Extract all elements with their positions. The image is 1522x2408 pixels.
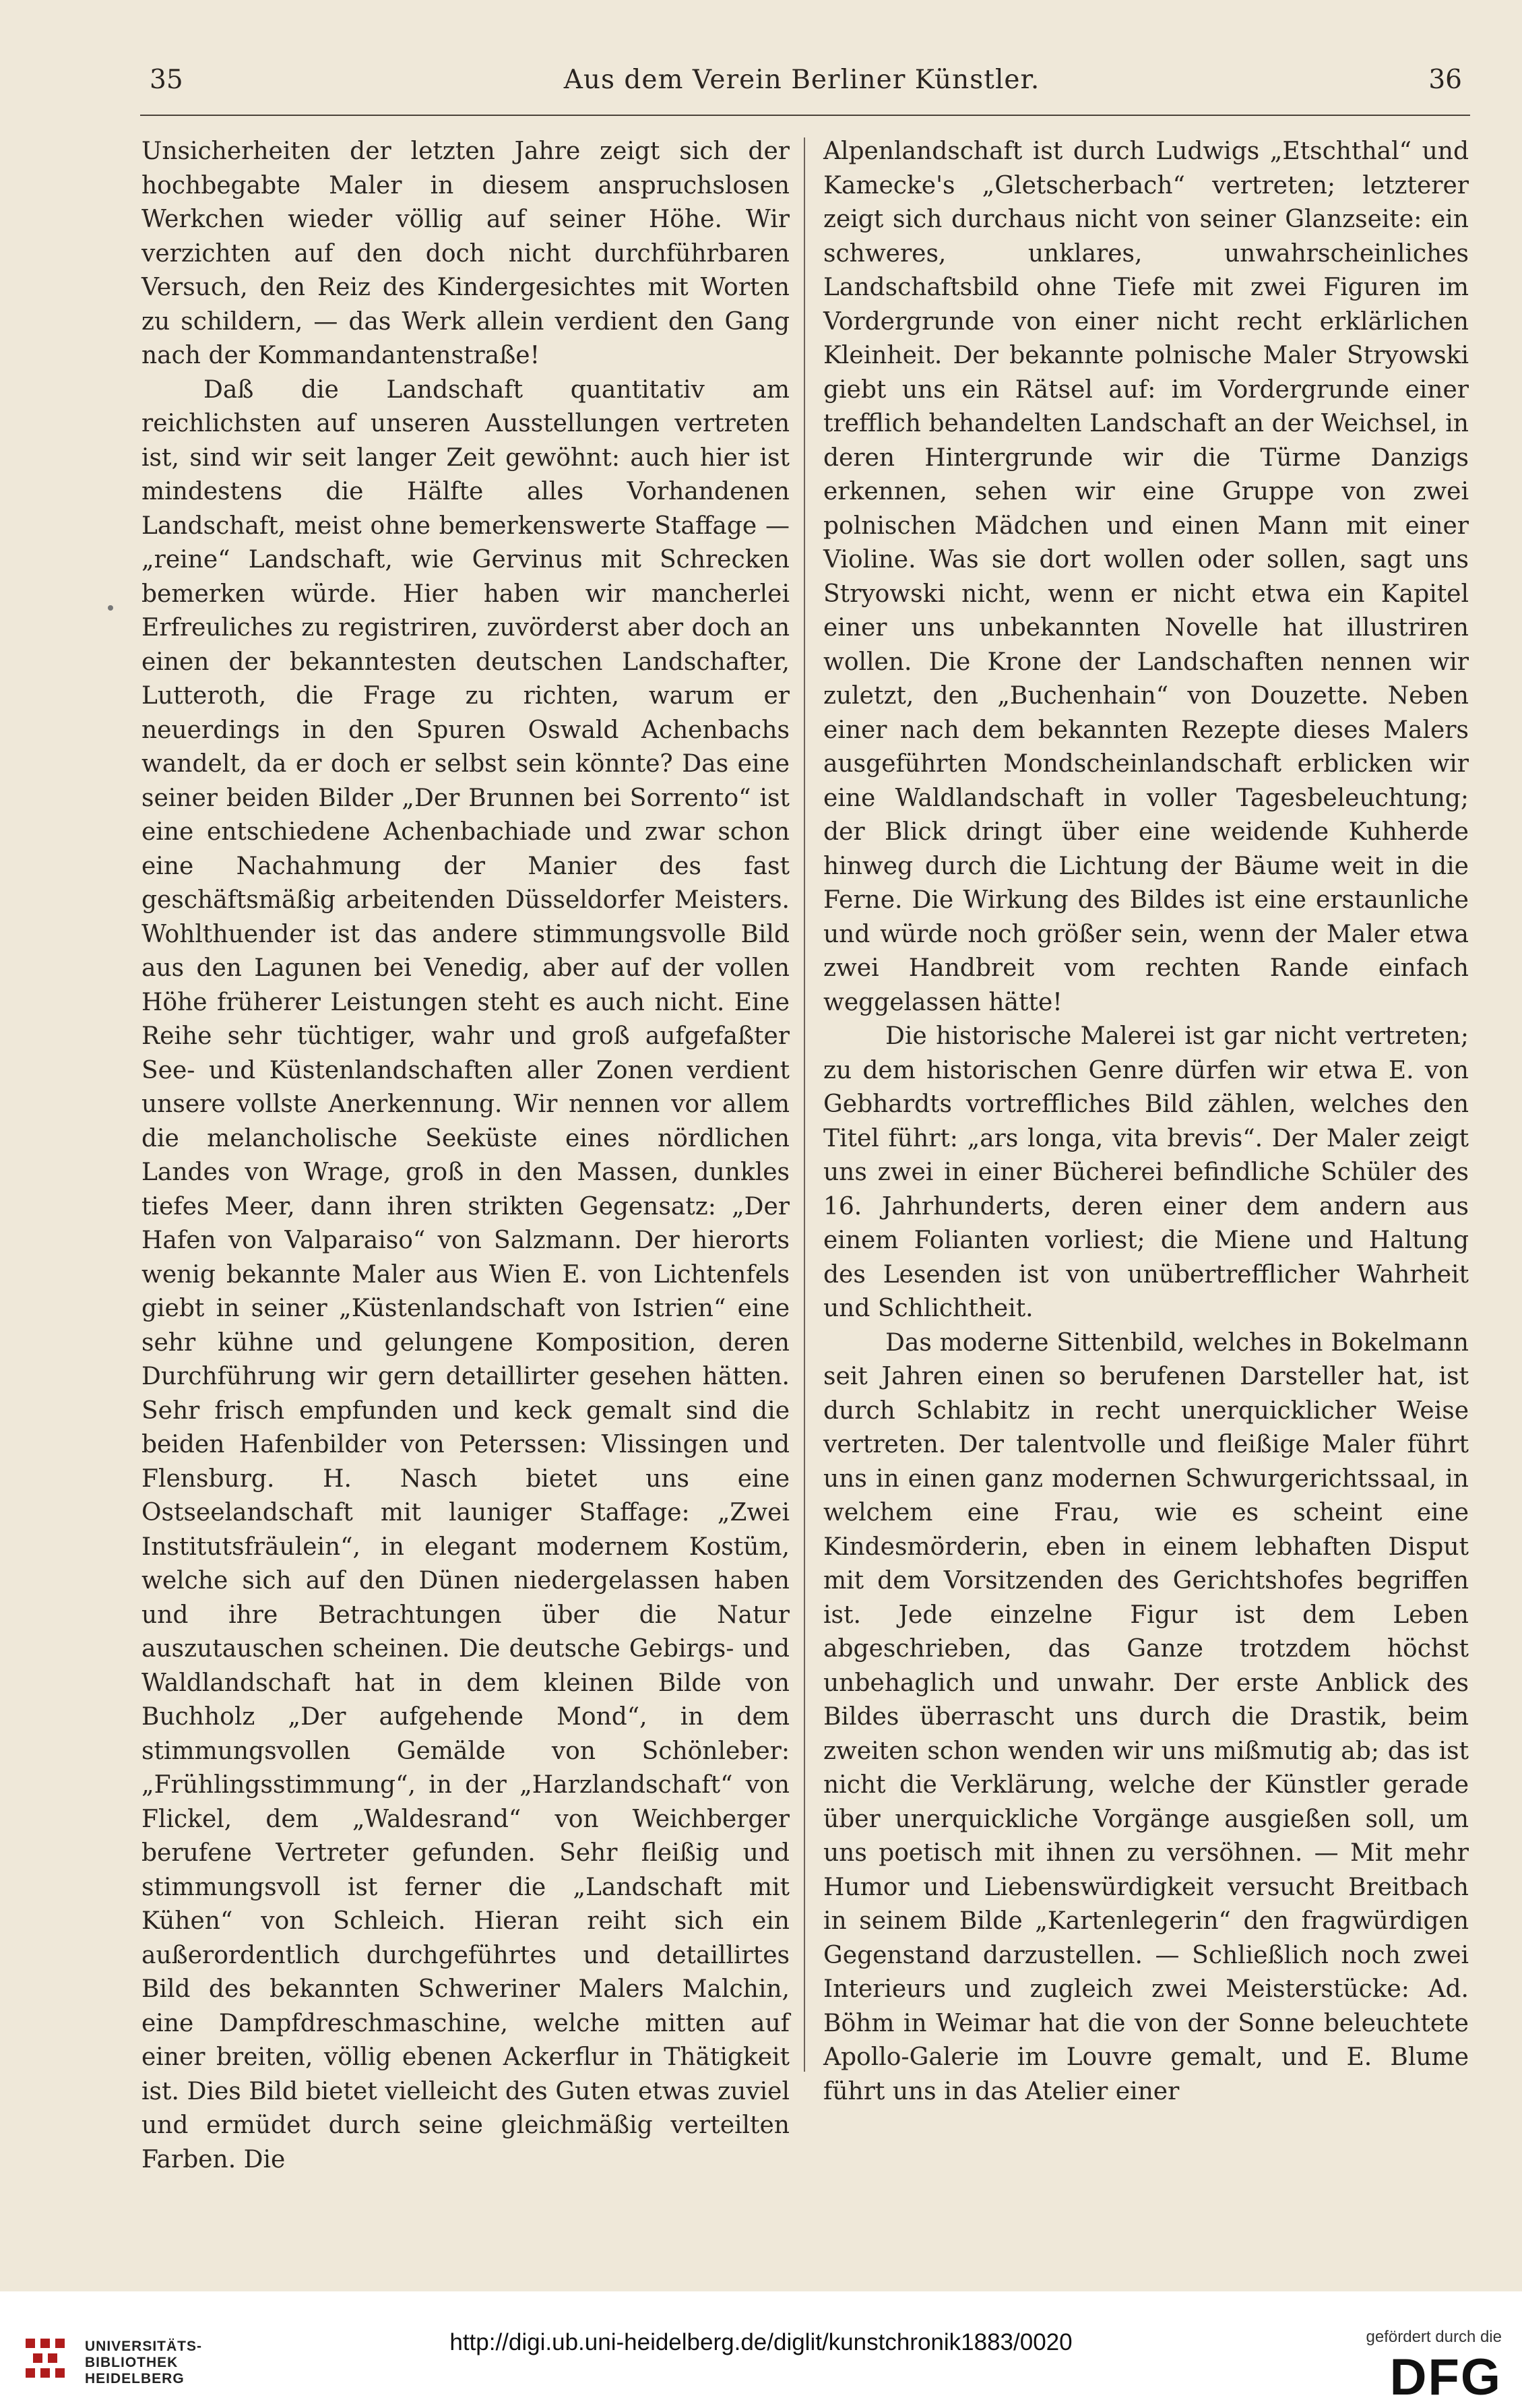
running-title: Aus dem Verein Berliner Künstler. (563, 65, 1040, 95)
page-number-left: 35 (150, 65, 183, 95)
dfg-logo: DFG (1389, 2349, 1502, 2406)
right-paragraph-1: Alpenlandschaft ist durch Ludwigs „Etschthal“ und Kamecke's „Gletscherbach“ vertreten; letzterer zeigt sich durchaus nicht von seiner Glanzseite: ein schweres, unklares, unwahrscheinliches Landschaftsbild ohne Tiefe mit zwei Figuren im Vordergrunde von einer nicht recht erklärlichen Kleinheit. Der bekannte polnische Maler Stryowski giebt uns ein Rätsel auf: im Vordergrunde einer trefflich behandelten Landschaft an der Weichsel, in deren Hintergrunde wir die Türme Danzigs erkennen, sehen wir eine Gruppe von zwei polnischen Mädchen und einen Mann mit einer Violine. Was sie dort wollen oder sollen, sagt uns Stryowski nicht, wenn er nicht etwa ein Kapitel einer uns unbekannten Novelle hat illustriren wollen. Die Krone der Landschaften nennen wir zuletzt, den „Buchenhain“ von Douzette. Neben einer nach dem bekannten Rezepte dieses Malers ausgeführten Mondscheinlandschaft erblicken wir eine Waldlandschaft in voller Tagesbeleuchtung; der Blick dringt über eine weidende Kuhherde hinweg durch die Lichtung der Bäume weit in die Ferne. Die Wirkung des Bildes ist eine erstaunliche und würde noch größer sein, wenn der Maler etwa zwei Handbreit vom rechten Rande einfach weggelassen hätte! (823, 137, 1469, 1016)
paper-speck (108, 605, 113, 611)
library-name-line-1: UNIVERSITÄTS- (85, 2339, 203, 2354)
right-paragraph-2: Die historische Malerei ist gar nicht vertreten; zu dem historischen Genre dürfen wir etwa E. von Gebhardts vortreffliches Bild zählen, welches den Titel führt: „ars longa, vita brevis“. Der Maler zeigt uns zwei in einer Bücherei befindliche Schüler des 16. Jahrhunderts, deren einer dem andern aus einem Folianten vorliest; die Miene und Haltung des Lesenden ist von unübertrefflicher Wahrheit und Schlichtheit. (823, 1022, 1469, 1322)
funding-note: gefördert durch die (1366, 2328, 1502, 2346)
left-column (141, 135, 790, 2177)
header-rule (140, 115, 1470, 116)
right-column (823, 135, 1469, 2109)
permalink-url[interactable]: http://digi.ub.uni-heidelberg.de/diglit/kunstchronik1883/0020 (449, 2329, 1073, 2355)
column-divider (804, 137, 805, 2072)
page-number-right: 36 (1428, 65, 1462, 95)
left-paragraph-1: Unsicherheiten der letzten Jahre zeigt sich der hochbegabte Maler in diesem anspruchslosen Werkchen wieder völlig auf seiner Höhe. Wir verzichten auf den doch nicht durchführbaren Versuch, den Reiz des Kindergesichtes mit Worten zu schildern, — das Werk allein verdient den Gang nach der Kommandantenstraße! (141, 137, 790, 369)
library-name-line-2: BIBLIOTHEK (85, 2355, 179, 2370)
library-name-line-3: HEIDELBERG (85, 2371, 185, 2386)
viewer-footer (0, 2291, 1522, 2408)
page-header (135, 65, 1469, 105)
left-paragraph-2: Daß die Landschaft quantitativ am reichlichsten auf unseren Ausstellungen vertreten ist, sind wir seit langer Zeit gewöhnt: auch hier ist mindestens die Hälfte alles Vorhandenen Landschaft, meist ohne bemerkenswerte Staffage — „reine“ Landschaft, wie Gervinus mit Schrecken bemerken würde. Hier haben wir mancherlei Erfreuliches zu registriren, zuvörderst aber doch an einen der bekanntesten deutschen Landschafter, Lutteroth, die Frage zu richten, warum er neuerdings in den Spuren Oswald Achenbachs wandelt, da er doch er selbst sein könnte? Das eine seiner beiden Bilder „Der Brunnen bei Sorrento“ ist eine entschiedene Achenbachiade und zwar schon eine Nachahmung der Manier des fast geschäftsmäßig arbeitenden Düsseldorfer Meisters. Wohlthuender ist das andere stimmungsvolle Bild aus den Lagunen bei Venedig, aber auf der vollen Höhe früherer Leistungen steht es auch nicht. Eine Reihe sehr tüchtiger, wahr und groß aufgefaßter See- und Küstenlandschaften aller Zonen verdient unsere vollste Anerkennung. Wir nennen vor allem die melancholische Seeküste eines nördlichen Landes von Wrage, groß in den Massen, dunkles tiefes Meer, dann ihren strikten Gegensatz: „Der Hafen von Valparaiso“ von Salzmann. Der hierorts wenig bekannte Maler aus Wien E. von Lichtenfels giebt in seiner „Küstenlandschaft von Istrien“ eine sehr kühne und gelungene Komposition, deren Durchführung wir gern detaillirter gesehen hätten. Sehr frisch empfunden und keck gemalt sind die beiden Hafenbilder von Peterssen: Vlissingen und Flensburg. H. Nasch bietet uns eine Ostseelandschaft mit launiger Staffage: „Zwei Institutsfräulein“, in elegant modernem Kostüm, welche sich auf den Dünen niedergelassen haben und ihre Betrachtungen über die Natur auszutauschen scheinen. Die deutsche Gebirgs- und Waldlandschaft hat in dem kleinen Bilde von Buchholz „Der aufgehende Mond“, in dem stimmungsvollen Gemälde von Schönleber: „Frühlingsstimmung“, in der „Harzlandschaft“ von Flickel, dem „Waldesrand“ von Weichberger berufene Vertreter gefunden. Sehr fleißig und stimmungsvoll ist ferner die „Landschaft mit Kühen“ von Schleich. Hieran reiht sich ein außerordentlich durchgeführtes und detaillirtes Bild des bekannten Schweriner Malers Malchin, eine Dampfdreschmaschine, welche mitten auf einer breiten, völlig ebenen Ackerflur in Thätigkeit ist. Dies Bild bietet vielleicht des Guten etwas zuviel und ermüdet durch seine gleichmäßig verteilten Farben. Die (141, 375, 790, 2173)
right-paragraph-3: Das moderne Sittenbild, welches in Bokelmann seit Jahren einen so berufenen Darsteller hat, ist durch Schlabitz in recht unerquicklicher Weise vertreten. Der talentvolle und fleißige Maler führt uns in einen ganz modernen Schwurgerichtssaal, in welchem eine Frau, wie es scheint eine Kindesmörderin, eben in einem lebhaften Disput mit dem Vorsitzenden des Gerichtshofes begriffen ist. Jede einzelne Figur ist dem Leben abgeschrieben, das Ganze trotzdem höchst unbehaglich und unwahr. Der erste Anblick des Bildes überrascht uns durch die Drastik, beim zweiten schon wenden wir uns mißmutig ab; das ist nicht die Verklärung, welche der Künstler gerade über unerquickliche Vorgänge ausgießen soll, um uns poetisch mit ihnen zu versöhnen. — Mit mehr Humor und Liebenswürdigkeit versucht Breitbach in seinem Bilde „Kartenlegerin“ den fragwürdigen Gegenstand darzustellen. — Schließlich noch zwei Interieurs und zugleich zwei Meisterstücke: Ad. Böhm in Weimar hat die von der Sonne beleuchtete Apollo-Galerie im Louvre gemalt, und E. Blume führt uns in das Atelier einer (823, 1328, 1469, 2105)
